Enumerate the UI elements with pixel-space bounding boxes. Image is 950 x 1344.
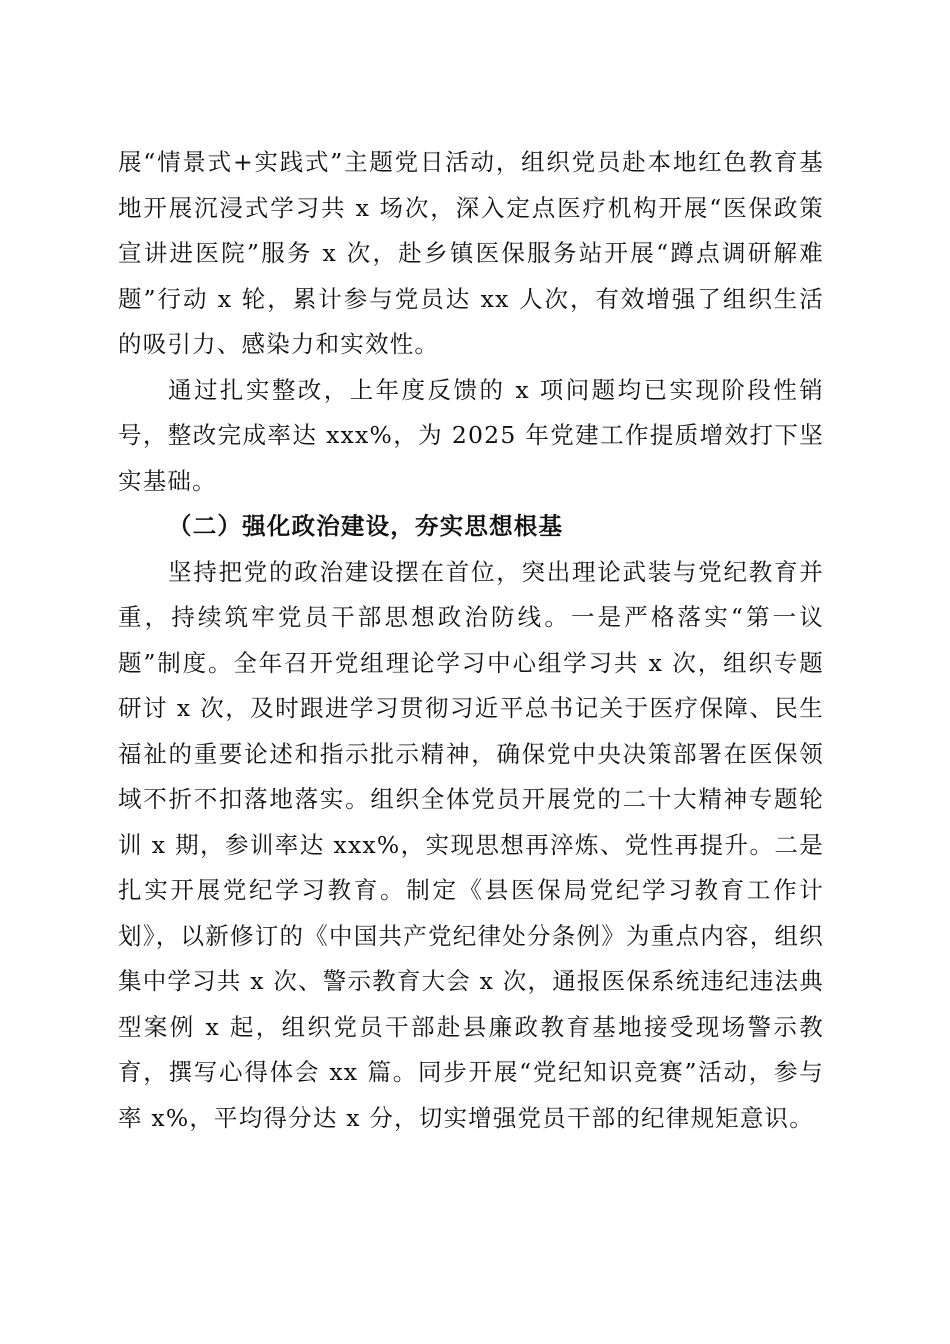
document-body: [118, 140, 824, 1141]
paragraph-rectification: 通过扎实整改，上年度反馈的 x 项问题均已实现阶段性销号，整改完成率达 xxx%，为 2025 年党建工作提质增效打下坚实基础。: [118, 375, 824, 495]
paragraph-political-building: 坚持把党的政治建设摆在首位，突出理论武装与党纪教育并重，持续筑牢党员干部思想政治防线。一是严格落实“第一议题”制度。全年召开党组理论学习中心组学习共 x 次，组织专题研讨 x 次，及时跟进学习贯彻习近平总书记关于医疗保障、民生福祉的重要论述和指示批示精神，确保党中央决策部署在医保领域不折不扣落地落实。组织全体党员开展党的二十大精神专题轮训 x 期，参训率达 xxx%，实现思想再淬炼、党性再提升。二是扎实开展党纪学习教育。制定《县医保局党纪学习教育工作计划》，以新修订的《中国共产党纪律处分条例》为重点内容，组织集中学习共 x 次、警示教育大会 x 次，通报医保系统违纪违法典型案例 x 起，组织党员干部赴县廉政教育基地接受现场警示教育，撰写心得体会 xx 篇。同步开展“党纪知识竞赛”活动，参与率 x%，平均得分达 x 分，切实增强党员干部的纪律规矩意识。: [118, 557, 824, 1132]
paragraph-activities-continued: 展“情景式+实践式”主题党日活动，组织党员赴本地红色教育基地开展沉浸式学习共 x 场次，深入定点医疗机构开展“医保政策宣讲进医院”服务 x 次，赴乡镇医保服务站开展“蹲点调研解难题”行动 x 轮，累计参与党员达 xx 人次，有效增强了组织生活的吸引力、感染力和实效性。: [118, 148, 824, 358]
section-heading-political-building: （二）强化政治建设，夯实思想根基: [168, 512, 564, 540]
